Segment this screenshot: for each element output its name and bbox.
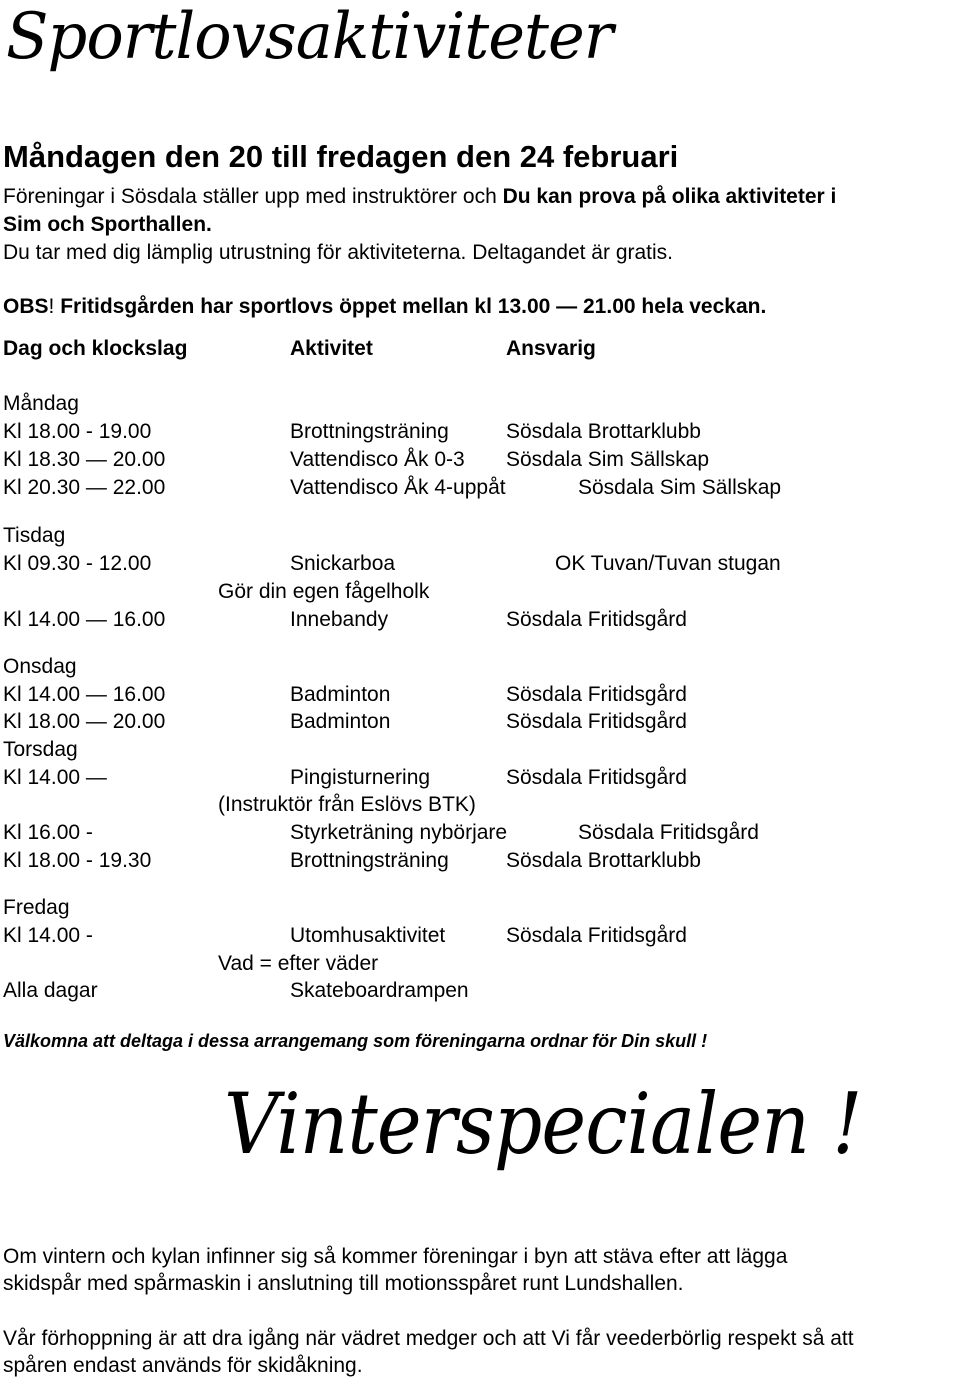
date-heading: Måndagen den 20 till fredagen den 24 februari (3, 139, 679, 174)
row-activity: Styrketräning nybörjare (290, 821, 508, 844)
row-activity: Brottningsträning (290, 420, 449, 443)
day-monday: Måndag (3, 392, 79, 415)
header-responsible: Ansvarig (506, 337, 596, 360)
row-time: Kl 14.00 — 16.00 (3, 608, 166, 631)
row-responsible: Sösdala Sim Sällskap (506, 448, 710, 471)
day-friday: Fredag (3, 896, 70, 919)
obs-label: OBS (3, 295, 49, 318)
intro-line-2: Sim och Sporthallen. (3, 213, 212, 236)
intro-line-1 (3, 183, 836, 211)
row-activity: Innebandy (290, 608, 389, 631)
winter-paragraph-1-line-2: skidspår med spårmaskin i anslutning till motionsspåret runt Lundshallen. (3, 1272, 684, 1295)
day-tuesday: Tisdag (3, 524, 66, 547)
row-responsible: Sösdala Fritidsgård (506, 924, 687, 947)
row-activity: Pingisturnering (290, 766, 431, 789)
row-time: Alla dagar (3, 979, 98, 1002)
row-responsible: Sösdala Brottarklubb (506, 849, 701, 872)
header-time: Dag och klockslag (3, 337, 188, 360)
row-responsible: Sösdala Sim Sällskap (578, 476, 782, 499)
row-time: Kl 18.00 - 19.30 (3, 849, 152, 872)
row-time: Kl 18.00 - 19.00 (3, 420, 152, 443)
intro-line-3: Du tar med dig lämplig utrustning för aktiviteterna. Deltagandet är gratis. (3, 241, 674, 264)
obs-notice (3, 293, 766, 321)
row-responsible: Sösdala Fritidsgård (506, 683, 687, 706)
welcome-message: Välkomna att deltaga i dessa arrangemang som föreningarna ordnar för Din skull ! (3, 1031, 708, 1051)
row-activity: Vattendisco Åk 4-uppåt (290, 476, 506, 499)
header-activity: Aktivitet (290, 337, 373, 360)
winter-paragraph-1-line-1: Om vintern och kylan infinner sig så kommer föreningar i byn att stäva efter att lägga (3, 1245, 788, 1268)
winter-title: Vinterspecialen ! (224, 1075, 862, 1173)
row-responsible: Sösdala Fritidsgård (506, 710, 687, 733)
row-activity: Badminton (290, 683, 391, 706)
row-responsible: OK Tuvan/Tuvan stugan (555, 552, 781, 575)
intro-emphasis: Du kan prova på olika aktiviteter i (502, 185, 837, 208)
row-note: Vad = efter väder (218, 952, 379, 975)
row-note: Gör din egen fågelholk (218, 580, 430, 603)
day-wednesday: Onsdag (3, 655, 77, 678)
page-title: Sportlovsaktiviteter (6, 0, 613, 74)
row-activity: Snickarboa (290, 552, 396, 575)
obs-exclamation: ! (48, 295, 55, 318)
row-time: Kl 14.00 - (3, 924, 93, 947)
row-activity: Utomhusaktivitet (290, 924, 446, 947)
row-responsible: Sösdala Fritidsgård (506, 608, 687, 631)
row-time: Kl 18.30 — 20.00 (3, 448, 166, 471)
row-time: Kl 09.30 - 12.00 (3, 552, 152, 575)
row-time: Kl 14.00 — (3, 766, 107, 789)
row-note: (Instruktör från Eslövs BTK) (218, 793, 476, 816)
winter-paragraph-2-line-1: Vår förhoppning är att dra igång när vädret medger och att Vi får veederbörlig respekt så att (3, 1327, 854, 1350)
row-responsible: Sösdala Fritidsgård (578, 821, 759, 844)
winter-paragraph-2-line-2: spåren endast används för skidåkning. (3, 1354, 363, 1377)
row-time: Kl 18.00 — 20.00 (3, 710, 166, 733)
row-time: Kl 20.30 — 22.00 (3, 476, 166, 499)
row-activity: Skateboardrampen (290, 979, 469, 1002)
row-activity: Vattendisco Åk 0-3 (290, 448, 465, 471)
intro-text: Föreningar i Sösdala ställer upp med instruktörer och (3, 185, 503, 208)
row-time: Kl 14.00 — 16.00 (3, 683, 166, 706)
row-activity: Brottningsträning (290, 849, 449, 872)
row-responsible: Sösdala Fritidsgård (506, 766, 687, 789)
row-responsible: Sösdala Brottarklubb (506, 420, 701, 443)
obs-text: Fritidsgården har sportlovs öppet mellan kl 13.00 — 21.00 hela veckan. (54, 295, 767, 318)
row-time: Kl 16.00 - (3, 821, 93, 844)
day-thursday: Torsdag (3, 738, 78, 761)
row-activity: Badminton (290, 710, 391, 733)
